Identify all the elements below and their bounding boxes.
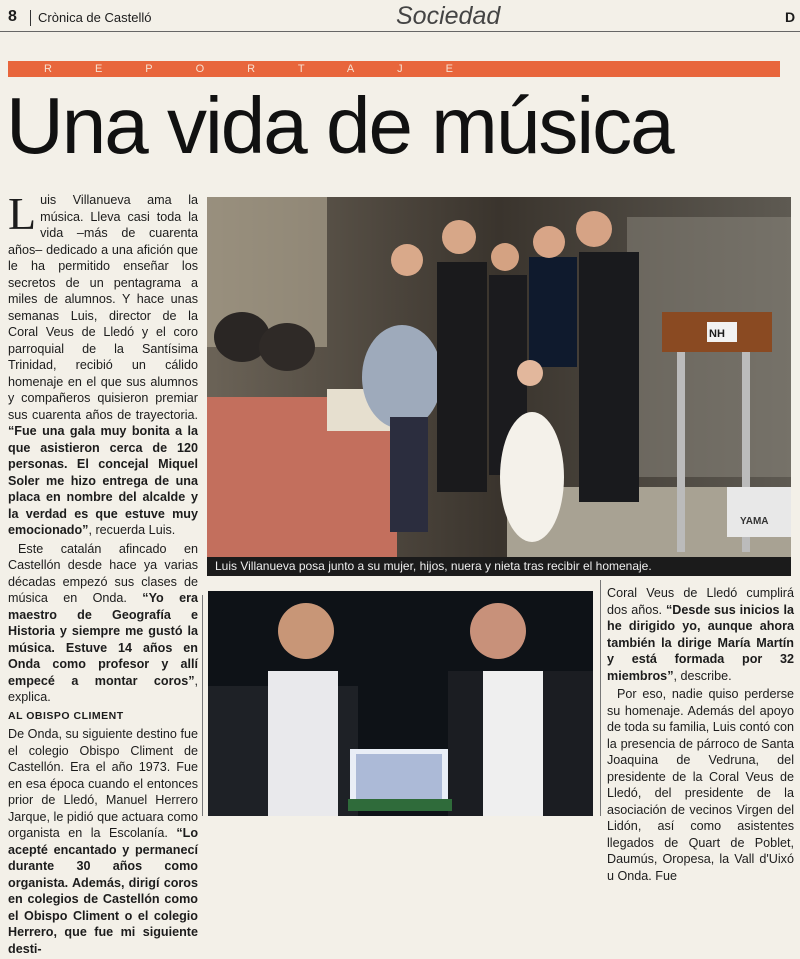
headline: Una vida de música <box>6 81 673 170</box>
page-header <box>0 0 800 32</box>
right-text-column <box>607 585 794 886</box>
section-title: Sociedad <box>396 2 501 30</box>
dropcap: L <box>8 188 37 239</box>
paper-name: Crònica de Castelló <box>38 10 152 25</box>
award-photo <box>208 591 593 816</box>
family-photo-illustration <box>207 197 791 557</box>
quote-maestro: “Yo era maestro de Geografía e Historia y siempre me gustó la música. Estuve 14 años en Onda como profesor y allí empecé a montar coros” <box>8 591 198 688</box>
subheading: AL OBISPO CLIMENT <box>8 709 124 722</box>
quote-organista: “Lo acepté encantado y permanecí durante 30 años como organista. Además, dirigí coros en colegios de Castellón como el Obispo Climent o el colegio Herrero, que fue mi siguiente desti- <box>8 826 199 956</box>
quote-gala: “Fue una gala muy bonita a la que asistieron cerca de 120 personas. El concejal Miquel Soler me hizo entrega de una placa en nombre del alcalde y la verdad es que estuve muy emocionado” <box>8 424 198 537</box>
family-photo <box>207 197 791 557</box>
quote-inicios: “Desde sus inicios la he dirigido yo, aunque ahora también la dirige María Martín y está formada por 32 miembros” <box>607 602 794 683</box>
paragraph-onda: Este catalán afincado en Castellón desde hace ya varias décadas empezó sus clases de música en Onda. “Yo era maestro de Geografía e Historia y siempre me gustó la música. Estuve 14 años en Onda como profesor y allí empecé a montar coros”, explica. <box>8 541 198 704</box>
lectern-logo: NH <box>709 328 725 340</box>
column-rule-left <box>202 595 203 816</box>
kicker-label: REPORTAJE <box>44 63 496 75</box>
left-text-column <box>8 188 199 959</box>
reportaje-kicker-bar <box>8 61 780 77</box>
piano-brand: YAMA <box>740 516 769 527</box>
next-page-edge-letter: D <box>785 9 796 25</box>
paragraph-coral: Coral Veus de Lledó cumplirá dos años. “Desde sus inicios la he dirigido yo, aunque ahora también la dirige María Martín y está formada por 32 miembros”, describe. <box>607 586 794 683</box>
award-photo-illustration <box>208 591 593 816</box>
header-divider <box>30 10 31 26</box>
column-rule-right <box>600 580 601 816</box>
paragraph-climent: De Onda, su siguiente destino fue el colegio Obispo Climent de Castellón. Era el año 1973. Fue en esa época cuando el entonces prior de Lledó, Manuel Herrero Jarque, le pidió que actuara como organista en la Escolanía. “Lo acepté encantado y permanecí durante 30 años como organista. Además, dirigí coros en colegios de Castellón como el Obispo Climent o el colegio Herrero, que fue mi siguiente desti- <box>8 727 199 956</box>
paragraph-homenaje: Por eso, nadie quiso perderse su homenaje. Además del apoyo de toda su familia, Luis contó con la presencia de párroco de Santa Joaquina de Vedruna, del presidente de la Coral Veus de Lledó, del presidente de la asociación de vecinos Virgen del Lidón, así como asistentes llegados de Quart de Poblet, Daumús, Oropesa, la Vall d'Uixó u Onda. Fue <box>607 687 794 883</box>
photo-caption: Luis Villanueva posa junto a su mujer, hijos, nuera y nieta tras recibir el homenaje. <box>207 557 791 576</box>
page-number: 8 <box>8 8 17 25</box>
header-rule <box>0 31 800 32</box>
lead-paragraph: Luis Villanueva ama la música. Lleva casi toda la vida –más de cuarenta años– dedicado a una afición que le ha permitido enseñar los secretos de un pentagrama a miles de alumnos. Y hace unas semanas Luis, director de la Coral Veus de Lledó y el coro parroquial de la Santísima Trinidad, recibió un cálido homenaje en el que sus alumnos y compañeros quisieron premiar sus cuarenta años de trayectoria. “Fue una gala muy bonita a la que asistieron cerca de 120 personas. El concejal Miquel Soler me hizo entrega de una placa en nombre del alcalde y la verdad es que estuve muy emocionado”, recuerda Luis. <box>8 188 198 537</box>
